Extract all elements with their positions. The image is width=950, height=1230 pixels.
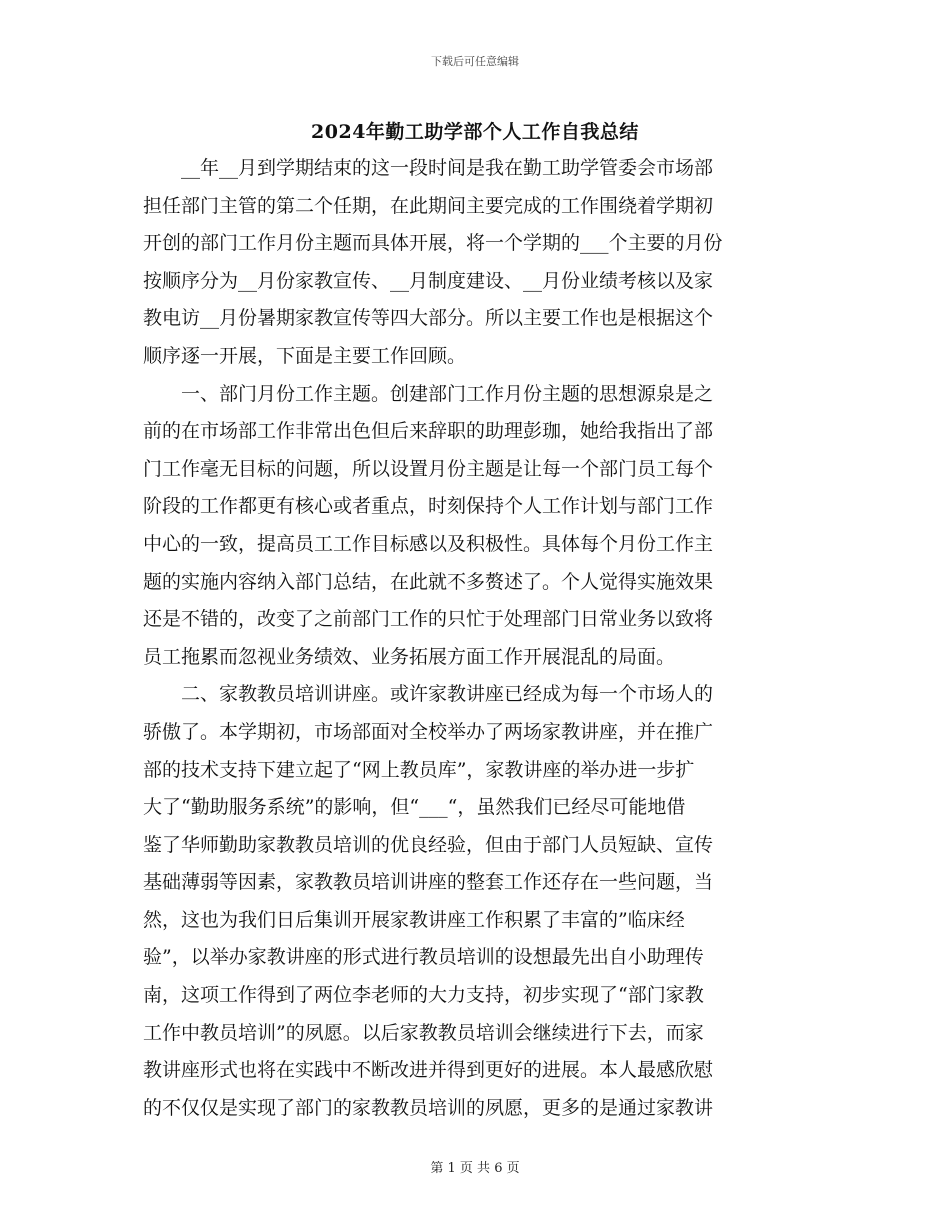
body-line: 骄傲了。本学期初，市场部面对全校举办了两场家教讲座，并在推广 — [143, 720, 714, 743]
body-line: 前的在市场部工作非常出色但后来辞职的助理彭珈，她给我指出了部 — [143, 420, 714, 443]
body-line: 顺序逐一开展，下面是主要工作回顾。 — [143, 344, 467, 367]
body-line: 阶段的工作都更有核心或者重点，时刻保持个人工作计划与部门工作 — [143, 495, 714, 518]
body-line: 员工拖累而忽视业务绩效、业务拓展方面工作开展混乱的局面。 — [143, 645, 676, 668]
body-line: 教讲座形式也将在实践中不断改进并得到更好的进展。本人最感欣慰 — [143, 1059, 714, 1082]
body-line: 部的技术支持下建立起了“网上教员库”，家教讲座的举办进一步扩 — [143, 758, 695, 781]
body-line: 题的实施内容纳入部门总结，在此就不多赘述了。个人觉得实施效果 — [143, 570, 714, 593]
body-line: 还是不错的，改变了之前部门工作的只忙于处理部门日常业务以致将 — [143, 608, 714, 631]
document-title: 2024年勤工助学部个人工作自我总结 — [311, 121, 639, 143]
page-header: 下载后可任意编辑 — [431, 55, 519, 68]
body-line: 验”，以举办家教讲座的形式进行教员培训的设想最先出自小助理传 — [143, 946, 704, 969]
body-line: 然，这也为我们日后集训开展家教讲座工作积累了丰富的”临床经 — [143, 908, 685, 931]
body-line: 开创的部门工作月份主题而具体开展，将一个学期的___个主要的月份 — [143, 232, 723, 255]
body-line: 按顺序分为__月份家教宣传、__月制度建设、__月份业绩考核以及家 — [143, 269, 714, 292]
body-line: 南，这项工作得到了两位李老师的大力支持，初步实现了“部门家教 — [143, 984, 704, 1007]
body-line: 基础薄弱等因素，家教教员培训讲座的整套工作还存在一些问题，当 — [143, 871, 714, 894]
body-line: 门工作毫无目标的问题，所以设置月份主题是让每一个部门员工每个 — [143, 457, 714, 480]
body-line: 鉴了华师勤助家教教员培训的优良经验，但由于部门人员短缺、宣传 — [143, 833, 714, 856]
body-line: 二、家教教员培训讲座。或许家教讲座已经成为每一个市场人的 — [143, 683, 714, 706]
body-line: 担任部门主管的第二个任期，在此期间主要完成的工作围绕着学期初 — [143, 194, 714, 217]
body-line: 教电访__月份暑期家教宣传等四大部分。所以主要工作也是根据这个 — [143, 307, 714, 330]
body-line: 的不仅仅是实现了部门的家教教员培训的夙愿，更多的是通过家教讲 — [143, 1096, 714, 1119]
body-line: __年__月到学期结束的这一段时间是我在勤工助学管委会市场部 — [143, 157, 714, 179]
body-line: 大了“勤助服务系统”的影响，但“___“，虽然我们已经尽可能地借 — [143, 796, 686, 819]
document-body — [143, 150, 803, 1127]
body-line: 工作中教员培训”的夙愿。以后家教教员培训会继续进行下去，而家 — [143, 1021, 704, 1044]
body-line: 一、部门月份工作主题。创建部门工作月份主题的思想源泉是之 — [143, 382, 714, 405]
page-footer: 第 1 页 共 6 页 — [430, 1161, 520, 1176]
body-line: 中心的一致，提高员工工作目标感以及积极性。具体每个月份工作主 — [143, 532, 714, 555]
